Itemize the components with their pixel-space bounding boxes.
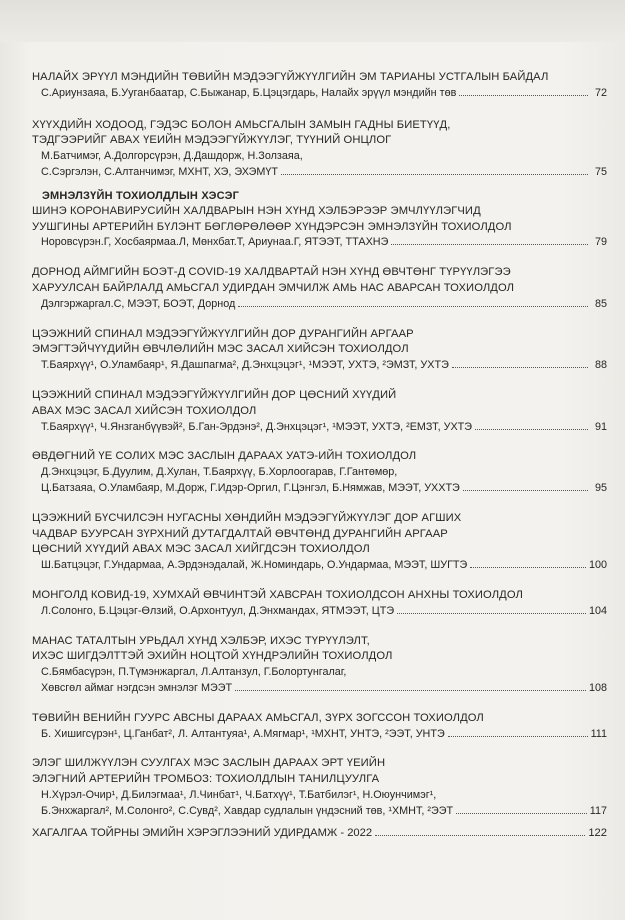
toc-entry-title-line: ЭЛЭГНИЙ АРТЕРИЙН ТРОМБОЗ: ТОХИОЛДЛЫН ТАНИЛЦУУЛГА [32, 773, 380, 786]
toc-entry-authors: Дэлгэржаргал.С, МЭЭТ, БОЭТ, Дорнод [41, 297, 236, 310]
dot-leader [463, 490, 588, 491]
toc-entry-authors: Хөвсгөл аймаг нэгдсэн эмнэлэг МЭЭТ [41, 681, 233, 694]
toc-entry-page-number: 91 [594, 420, 607, 433]
toc-entry-page-number: 85 [594, 297, 607, 310]
toc-entry-last-line [32, 804, 607, 820]
toc-entry-last-line [32, 420, 607, 436]
table-of-contents [32, 70, 607, 842]
toc-footer-page: 122 [588, 827, 607, 840]
toc-entry-last-line [32, 165, 607, 181]
dot-leader [235, 690, 586, 691]
dot-leader [470, 567, 586, 568]
toc-entry[interactable] [32, 711, 607, 743]
toc-entry-page-number: 108 [588, 681, 607, 694]
toc-entry-title-line: ЦЭЭЖНИЙ СПИНАЛ МЭДЭЭГҮЙЖҮҮЛГИЙН ДОР ДУРАНГИЙН АРГААР [32, 327, 414, 340]
toc-entry-title-line: ЧАДВАР БУУРСАН ЗҮРХНИЙ ДУТАГДАЛТАЙ ӨВЧТӨНД ДУРАНГИЙН АРГААР [32, 527, 448, 540]
toc-entry-authors: Т.Баярхүү¹, О.Уламбаяр¹, Я.Дашпагма², Д.Энхцэцэг¹, ¹МЭЭТ, УХТЭ, ²ЭМЗТ, УХТЭ [41, 359, 449, 372]
toc-entry-page-number: 72 [594, 86, 607, 99]
toc-entry-authors-line: С.Бямбасүрэн, П.Түмэнжаргал, Л.Алтанзул, Г.Болортунгалаг, [41, 666, 347, 679]
toc-entry[interactable] [32, 388, 607, 435]
dot-leader [459, 95, 588, 96]
toc-entry-last-line [32, 235, 607, 251]
toc-entry-last-line [32, 604, 607, 620]
toc-entry-title-line: ТӨВИЙН ВЕНИЙН ГУУРС АВСНЫ ДАРААХ АМЬСГАЛ, ЗҮРХ ЗОГССОН ТОХИОЛДОЛ [32, 711, 484, 724]
toc-entry-authors: Б.Энхжаргал², М.Солонго², С.Сувд², Хавдар судлалын үндэсний төв, ¹ХМНТ, ²ЭЭТ [41, 804, 454, 817]
toc-entry-authors-line: Н.Хүрэл-Очир¹, Д.Билэгмаа¹, Л.Чинбат¹, Ч.Батхүү¹, Т.Батбилэг¹, Н.Оюунчимэг¹, [41, 788, 437, 801]
toc-entry[interactable] [32, 118, 607, 181]
dot-leader [452, 367, 588, 368]
toc-entry-title-line: МОНГОЛД КОВИД-19, ХУМХАЙ ӨВЧИНТЭЙ ХАВСРАН ТОХИОЛДСОН АНХНЫ ТОХИОЛДОЛ [32, 588, 523, 601]
dot-leader [281, 174, 588, 175]
dot-leader [397, 613, 586, 614]
toc-entry-authors: Ш.Батцэцэг, Г.Ундармаа, А.Эрдэнэдалай, Ж.Номиндарь, О.Ундармаа, МЭЭТ, ШУГТЭ [41, 559, 468, 572]
dot-leader [391, 244, 588, 245]
toc-entry[interactable] [32, 265, 607, 312]
page-top-edge [0, 0, 625, 42]
toc-entry[interactable] [32, 634, 607, 697]
toc-entry-title-line: ХҮҮХДИЙН ХОДООД, ГЭДЭС БОЛОН АМЬСГАЛЫН ЗАМЫН ГАДНЫ БИЕТҮҮД, [32, 118, 451, 131]
toc-entry-title-line: МАНАС ТАТАЛТЫН УРЬДАЛ ХҮНД ХЭЛБЭР, ИХЭС ТҮРҮҮЛЭЛТ, [32, 634, 370, 647]
toc-entry-page-number: 104 [588, 604, 607, 617]
toc-entry[interactable] [32, 756, 607, 819]
toc-entry-authors-line: М.Батчимэг, А.Долгорсүрэн, Д.Дашдорж, Н.Золзаяа, [41, 150, 303, 163]
toc-entry-authors: Ц.Батзаяа, О.Уламбаяр, М.Дорж, Г.Идэр-Оргил, Г.Цэнгэл, Б.Нямжав, МЭЭТ, УХХТЭ [41, 481, 460, 494]
toc-entry-last-line [32, 558, 607, 574]
toc-entry-title-line: ЭМЭГТЭЙЧҮҮДИЙН ӨВЧЛӨЛИЙН МЭС ЗАСАЛ ХИЙСЭН ТОХИОЛДОЛ [32, 343, 409, 356]
toc-entry-title-line: АВАХ МЭС ЗАСАЛ ХИЙСЭН ТОХИОЛДОЛ [32, 404, 257, 417]
dot-leader [475, 429, 588, 430]
toc-entry-title-line: ТЭДГЭЭРИЙГ АВАХ ҮЕИЙН МЭДЭЭГҮЙЖҮҮЛЭГ, ТҮҮНИЙ ОНЦЛОГ [32, 134, 392, 147]
toc-entry-title-line: ӨВДӨГНИЙ ҮЕ СОЛИХ МЭС ЗАСЛЫН ДАРААХ УАТЭ-ИЙН ТОХИОЛДОЛ [32, 450, 417, 463]
toc-entry-title-line: ХАРУУЛСАН БАЙРЛАЛД АМЬСГАЛ УДИРДАН ЭМЧИЛЖ АМЬ НАС АВАРСАН ТОХИОЛДОЛ [32, 281, 515, 294]
toc-entry-title-line: ЦӨСНИЙ ХҮҮДИЙ АВАХ МЭС ЗАСАЛ ХИЙГДСЭН ТОХИОЛДОЛ [32, 543, 370, 556]
toc-entry-last-line [32, 358, 607, 374]
toc-entry-authors: Т.Баярхүү¹, Ч.Янзганбүүвэй², Б.Ган-Эрдэнэ², Д.Энхцэцэг¹, ¹МЭЭТ, УХТЭ, ²ЕМЗТ, УХТЭ [41, 420, 472, 433]
toc-entry[interactable] [32, 327, 607, 374]
toc-entry-page-number: 88 [594, 359, 607, 372]
toc-footer-entry[interactable] [32, 826, 607, 842]
toc-entry-authors: Л.Солонго, Б.Цэцэг-Өлзий, О.Архонтуул, Д.Энхмандах, ЯТМЭЭТ, ЦТЭ [41, 604, 395, 617]
toc-entry[interactable] [32, 70, 607, 102]
toc-entry[interactable] [32, 449, 607, 496]
toc-entry-page-number: 79 [594, 236, 607, 249]
toc-entry-authors-line: Д.Энхцэцэг, Б.Дуулим, Д.Хулан, Т.Баярхүү, Б.Хорлоогарав, Г.Гантөмөр, [41, 466, 398, 479]
toc-entry-title-line: ИХЭС ШИГДЭЛТТЭЙ ЭХИЙН НОЦТОЙ ХҮНДРЭЛИЙН ТОХИОЛДОЛ [32, 650, 393, 663]
toc-entry-authors: С.Ариунзаяа, Б.Ууганбаатар, С.Быжанар, Б.Цэцэгдарь, Налайх эрүүл мэндийн төв [41, 86, 457, 99]
toc-entry-title-line: ДОРНОД АЙМГИЙН БОЭТ-Д COVID-19 ХАЛДВАРТАЙ НЭН ХҮНД ӨВЧТӨНГ ТҮРҮҮЛЭГЭЭ [32, 266, 511, 279]
section-heading: ЭМНЭЛЗҮЙН ТОХИОЛДЛЫН ХЭСЭГ [42, 189, 240, 202]
dot-leader [238, 306, 588, 307]
toc-entry-last-line [32, 297, 607, 313]
toc-entry[interactable] [32, 588, 607, 620]
toc-entry-page-number: 100 [588, 559, 607, 572]
toc-entry-authors: С.Сэргэлэн, С.Алтанчимэг, МХНТ, ХЭ, ЭХЭМҮТ [41, 165, 278, 178]
toc-entry-title-line: ЦЭЭЖНИЙ СПИНАЛ МЭДЭЭГҮЙЖҮҮЛГИЙН ДОР ЦӨСНИЙ ХҮҮДИЙ [32, 388, 397, 401]
toc-entry-title-line: НАЛАЙХ ЭРҮҮЛ МЭНДИЙН ТӨВИЙН МЭДЭЭГҮЙЖҮҮЛГИЙН ЭМ ТАРИАНЫ УСТГАЛЫН БАЙДАЛ [32, 71, 549, 83]
toc-entry[interactable] [32, 204, 607, 251]
toc-entry-last-line [32, 681, 607, 697]
toc-entry-last-line [32, 481, 607, 497]
toc-entry-authors: Б. Хишигсүрэн¹, Ц.Ганбат², Л. Алтантуяа¹, А.Мягмар¹, ¹МХНТ, УНТЭ, ²ЭЭТ, УНТЭ [41, 727, 445, 740]
toc-entries-top [32, 70, 607, 181]
toc-footer-title: ХАГАЛГАА ТОЙРНЫ ЭМИЙН ХЭРЭГЛЭЭНИЙ УДИРДАМЖ - 2022 [32, 827, 373, 840]
toc-entry-page-number: 75 [594, 165, 607, 178]
toc-entry-page-number: 117 [589, 804, 607, 817]
toc-entries-section [32, 204, 607, 820]
dot-leader [375, 835, 585, 836]
dot-leader [448, 736, 588, 737]
dot-leader [456, 813, 587, 814]
toc-entry-title-line: УУШГИНЫ АРТЕРИЙН БҮЛЭНТ БӨГЛӨРӨЛӨӨР ХҮНДЭРСЭН ЭМНЭЛЗҮЙН ТОХИОЛДОЛ [32, 220, 512, 233]
toc-entry[interactable] [32, 511, 607, 574]
toc-entry-title-line: ЦЭЭЖНИЙ БҮСЧИЛСЭН НУГАСНЫ ХӨНДИЙН МЭДЭЭГҮЙЖҮҮЛЭГ ДОР АГШИХ [32, 511, 462, 524]
toc-entry-last-line [32, 727, 607, 743]
toc-entry-page-number: 95 [594, 481, 607, 494]
toc-entry-title-line: ЭЛЭГ ШИЛЖҮҮЛЭН СУУЛГАХ МЭС ЗАСЛЫН ДАРААХ ЭРТ ҮЕИЙН [32, 757, 386, 770]
toc-entry-page-number: 111 [590, 727, 607, 740]
toc-entry-title-line: ШИНЭ КОРОНАВИРУСИЙН ХАЛДВАРЫН НЭН ХҮНД ХЭЛБЭРЭЭР ЭМЧЛҮҮЛЭГЧИД [32, 204, 481, 217]
toc-entry-last-line [32, 86, 607, 102]
toc-entry-authors: Норовсүрэн.Г, Хосбаярмаа.Л, Мөнхбат.Т, Ариунаа.Г, ЯТЭЭТ, ТТАХНЭ [41, 236, 389, 249]
